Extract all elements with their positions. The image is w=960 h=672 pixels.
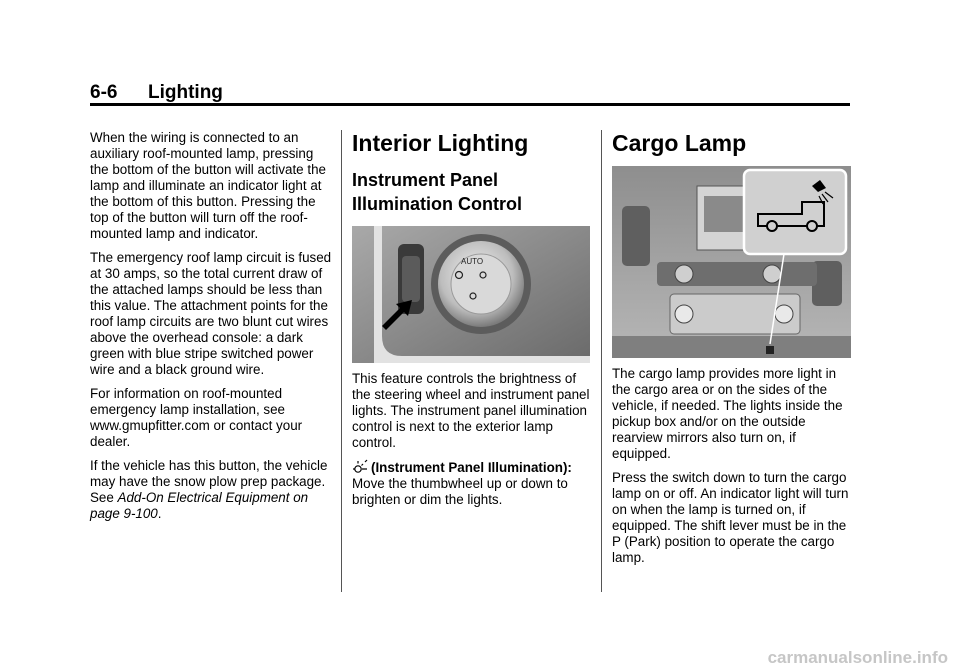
page-header — [90, 82, 223, 104]
paragraph-snow-plow — [90, 458, 335, 522]
column-left — [90, 130, 335, 530]
paragraph-feature-description: This feature controls the brightness of the steering wheel and instrument panel lights. The instrument panel illumination control is next to the exterior lamp control. — [352, 371, 590, 450]
instrument-panel-illumination-icon — [352, 459, 368, 475]
paragraph-cargo-switch: Press the switch down to turn the cargo lamp on or off. An indicator light will turn on when the lamp is turned on, if equipped. The shift lever must be in the P (Park) position to operate the cargo lamp. — [612, 470, 849, 565]
illumination-item-text: Move the thumbwheel up or down to brighten or dim the lights. — [352, 476, 568, 507]
snow-plow-period: . — [157, 506, 162, 521]
paragraph-installation: For information on roof-mounted emergency lamp installation, see www.gmupfitter.com or contact your dealer. — [90, 386, 303, 449]
paragraph-fuse: The emergency roof lamp circuit is fused at 30 amps, so the total current draw of the attached lamps should be less than this value. The attachment points for the roof lamp circuits are two blunt cut wires above the overhead console: a dark green with blue stripe switched power wire and a black ground wire. — [90, 250, 332, 377]
column-divider-1 — [341, 130, 342, 592]
chapter-title: Lighting — [148, 82, 223, 103]
illumination-control-figure — [352, 226, 590, 363]
paragraph-wiring: When the wiring is connected to an auxiliary roof-mounted lamp, pressing the bottom of the button will activate the lamp and illuminate an indicator light at the bottom of this button. Pressing the top of the button will turn off the roof-mounted lamp and indicator. — [90, 130, 326, 241]
section-title-cargo-lamp: Cargo Lamp — [612, 130, 747, 156]
column-divider-2 — [601, 130, 602, 592]
cross-reference-link: Add-On Electrical Equipment on page 9-100 — [90, 490, 309, 521]
page-number: 6-6 — [90, 82, 118, 103]
illumination-item-label: (Instrument Panel Illumination): — [371, 460, 572, 475]
column-middle — [352, 130, 594, 516]
dial-label-auto: AUTO — [461, 257, 484, 266]
column-right — [612, 130, 852, 574]
cargo-lamp-figure — [612, 166, 851, 358]
header-rule — [90, 103, 850, 106]
section-title-interior-lighting: Interior Lighting — [352, 130, 529, 156]
watermark: carmanualsonline.info — [767, 648, 948, 667]
paragraph-cargo-description: The cargo lamp provides more light in the cargo area or on the sides of the vehicle, if needed. The lights inside the pickup box and/or on the outside rearview mirrors also turn on, if equipped. — [612, 366, 843, 461]
snow-plow-text: If the vehicle has this button, the vehicle may have the snow plow prep package. See — [90, 458, 328, 505]
illumination-item — [352, 459, 594, 508]
subsection-title-illumination-control: Instrument Panel Illumination Control — [352, 170, 522, 214]
